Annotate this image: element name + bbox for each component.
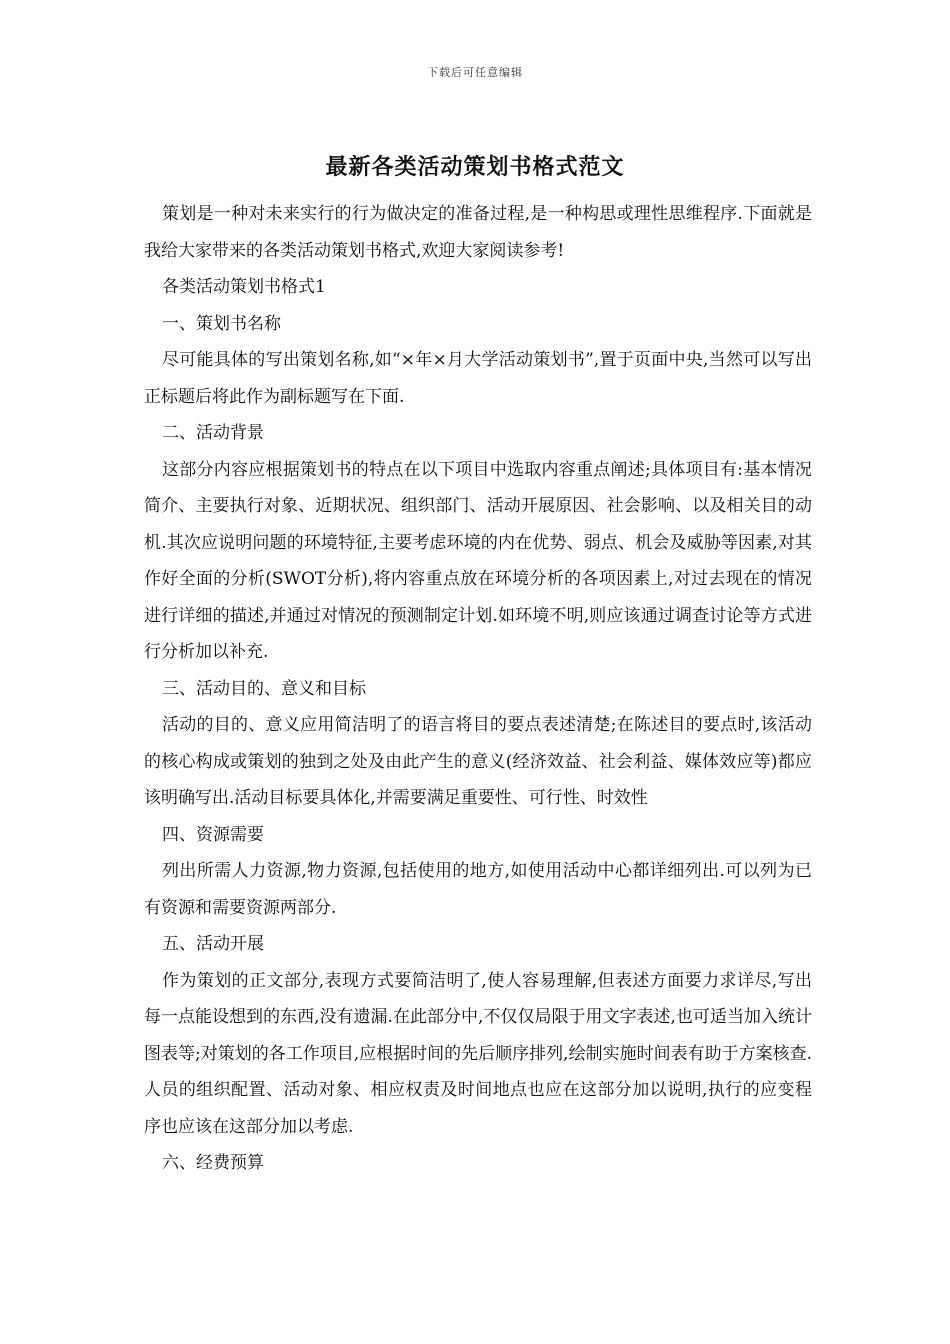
section-heading-4: 四、资源需要 (162, 824, 264, 845)
section-heading-1: 一、策划书名称 (162, 313, 281, 334)
section-heading-6: 六、经费预算 (162, 1153, 264, 1173)
section-paragraph-1: 尽可能具体的写出策划名称,如“×年×月大学活动策划书”,置于页面中央,当然可以写出正标题后将此作为副标题写在下面. (144, 350, 812, 407)
section-heading-5: 五、活动开展 (162, 934, 264, 954)
document-body (144, 196, 812, 1182)
section-paragraph-5: 作为策划的正文部分,表现方式要简洁明了,使人容易理解,但表述方面要力求详尽,写出每一点能设想到的东西,没有遗漏.在此部分中,不仅仅局限于用文字表述,也可适当加入统计图表等;对策划的各工作项目,应根据时间的先后顺序排列,绘制实施时间表有助于方案核查.人员的组织配置、活动对象、相应权责及时间地点也应在这部分加以说明,执行的应变程序也应该在这部分加以考虑. (144, 970, 812, 1137)
section-paragraph-4: 列出所需人力资源,物力资源,包括使用的地方,如使用活动中心都详细列出.可以列为已有资源和需要资源两部分. (144, 861, 812, 918)
document-title: 最新各类活动策划书格式范文 (325, 155, 625, 180)
section-paragraph-3: 活动的目的、意义应用简洁明了的语言将目的要点表述清楚;在陈述目的要点时,该活动的核心构成或策划的独到之处及由此产生的意义(经济效益、社会利益、媒体效应等)都应该明确写出.活动目标要具体化,并需要满足重要性、可行性、时效性 (144, 715, 812, 808)
intro-paragraph: 策划是一种对未来实行的行为做决定的准备过程,是一种构思或理性思维程序.下面就是我给大家带来的各类活动策划书格式,欢迎大家阅读参考! (144, 204, 812, 261)
section-heading-2: 二、活动背景 (162, 423, 264, 443)
page-header: 下载后可任意编辑 (427, 66, 523, 79)
section-heading-3: 三、活动目的、意义和目标 (162, 678, 366, 699)
section-paragraph-2: 这部分内容应根据策划书的特点在以下项目中选取内容重点阐述;具体项目有:基本情况简介、主要执行对象、近期状况、组织部门、活动开展原因、社会影响、以及相关目的动机.其次应说明问题的环境特征,主要考虑环境的内在优势、弱点、机会及威胁等因素,对其作好全面的分析(SWOT分析),将内容重点放在环境分析的各项因素上,对过去现在的情况进行详细的描述,并通过对情况的预测制定计划.如环境不明,则应该通过调查讨论等方式进行分析加以补充. (144, 459, 812, 662)
section-heading-format: 各类活动策划书格式1 (162, 277, 326, 297)
